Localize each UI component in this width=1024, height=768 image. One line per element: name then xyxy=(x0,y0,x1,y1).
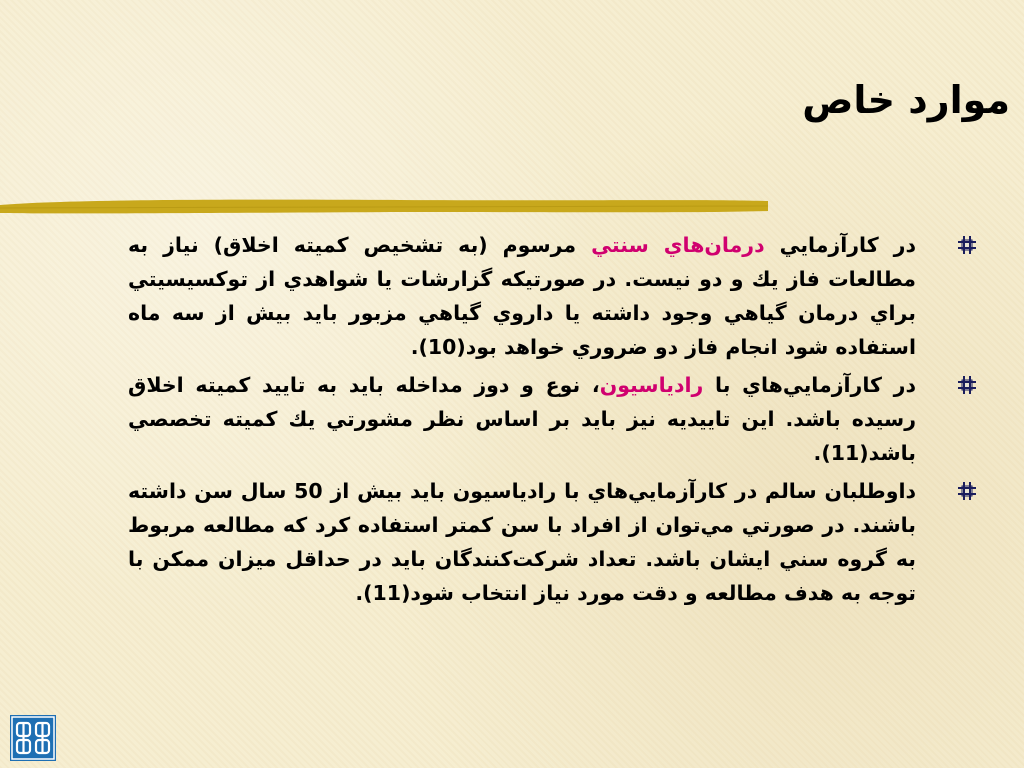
item-1-text-before: در كارآزمايي xyxy=(764,233,916,257)
hash-square-bullet-icon xyxy=(956,374,978,396)
item-2-text-before: در كارآزمايي‌هاي با xyxy=(703,373,916,397)
title-underline-brush xyxy=(0,196,1024,220)
slide-title: موارد خاص xyxy=(802,78,1010,122)
item-3-text: داوطلبان سالم در كارآزمايي‌هاي با راديا‌سيون بايد بيش از 50 سال سن داشته باشند. در صورتي مي‌توان از افراد با سن كمتر استفاده كرد كه مطالعه مربوط به گروه سني ايشان باشد. تعداد شركت‌كنندگان بايد در حداقل ميزان ممكن با توجه به هدف مطالعه و دقت مورد نياز انتخاب شود(11). xyxy=(128,479,916,605)
slide-body xyxy=(128,228,988,614)
university-logo-icon xyxy=(10,715,56,761)
hash-square-bullet-icon xyxy=(956,480,978,502)
item-2-highlight: راديا‌سيون xyxy=(599,373,704,397)
item-1-highlight: درمان‌هاي سنتي xyxy=(591,233,765,257)
bullet-item-1 xyxy=(128,228,988,364)
bullet-item-3 xyxy=(128,474,988,610)
bullet-item-2 xyxy=(128,368,988,470)
item-1-text-after: مرسوم (به تشخيص كميته اخلاق) نياز به مطالعات فاز يك و دو نيست. در صورتيكه گزارشات يا شواهدي از توكسيسيتي براي درمان گياهي وجود داشته يا داروي گياهي مزبور بايد بيش از سه ماه استفاده شود انجام فاز دو ضروري خواهد بود(10). xyxy=(128,233,916,359)
hash-square-bullet-icon xyxy=(956,234,978,256)
item-2-text-after: ، نوع و دوز مداخله بايد به تاييد كميته اخلاق رسيده باشد. اين تاييديه نيز بايد بر اساس نظر مشورتي يك كميته تخصصي باشد(11). xyxy=(128,373,916,465)
